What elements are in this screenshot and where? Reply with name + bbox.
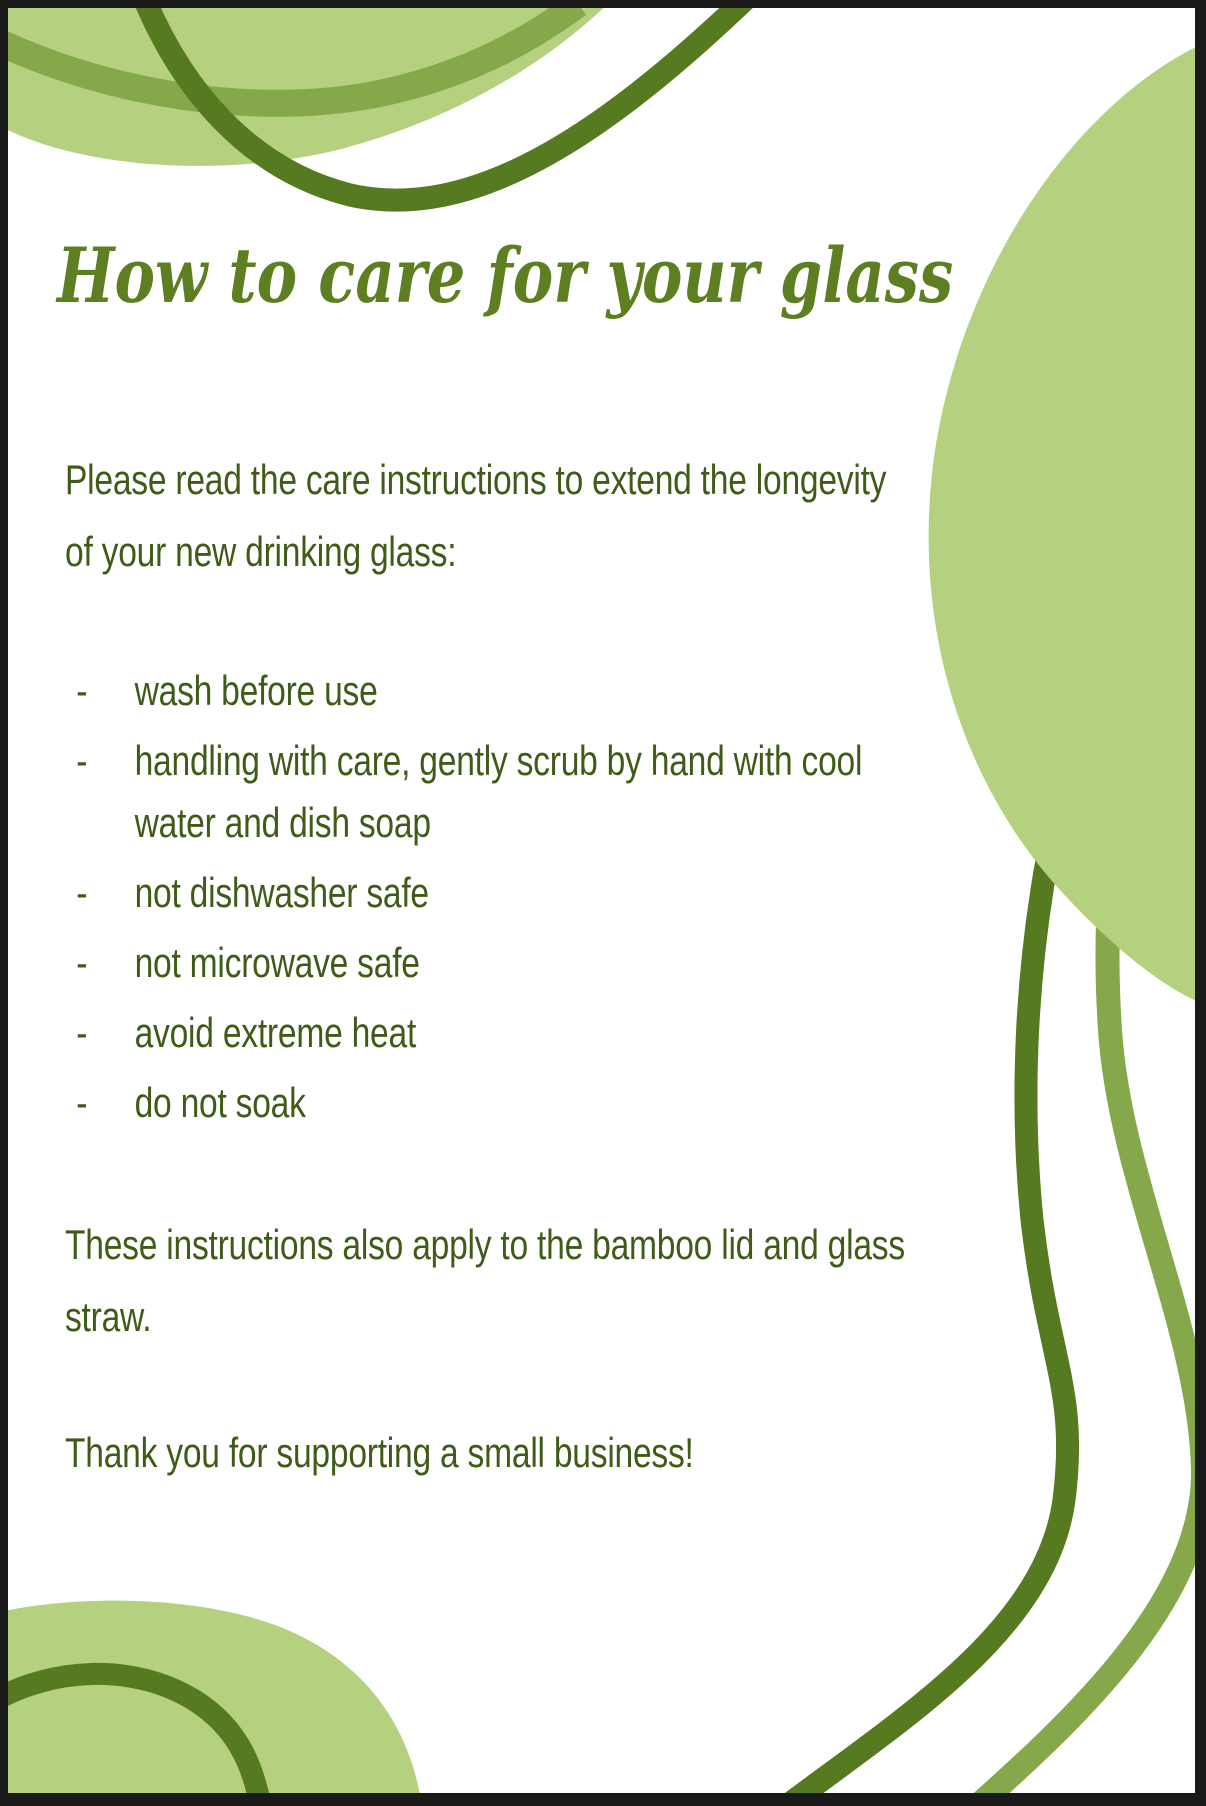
note-paragraph: These instructions also apply to the bamboo lid and glass straw. <box>65 1221 905 1340</box>
care-list-item <box>65 730 913 854</box>
care-list-item <box>65 862 913 924</box>
care-item-text: do not soak <box>134 1079 306 1126</box>
care-list-item <box>65 1002 913 1064</box>
dash-bullet: - <box>76 869 88 916</box>
right-blob <box>929 42 1206 1005</box>
page-title: How to care for your glass <box>57 231 954 320</box>
care-item-text: wash before use <box>134 667 378 714</box>
dash-bullet: - <box>76 1009 88 1056</box>
care-list-item <box>65 932 913 994</box>
dash-bullet: - <box>76 1079 88 1126</box>
dash-bullet: - <box>76 667 88 714</box>
care-item-text: handling with care, gently scrub by hand with cool water and dish soap <box>134 737 863 846</box>
care-item-text: avoid extreme heat <box>134 1009 417 1056</box>
dash-bullet: - <box>76 939 88 986</box>
intro-paragraph: Please read the care instructions to extend the longevity of your new drinking glass: <box>65 456 887 575</box>
care-list-item <box>65 1072 913 1134</box>
care-list-item <box>65 660 913 722</box>
care-list <box>65 660 913 1142</box>
care-item-text: not microwave safe <box>134 939 420 986</box>
care-item-text: not dishwasher safe <box>134 869 429 916</box>
thanks-paragraph: Thank you for supporting a small business! <box>65 1429 694 1476</box>
dash-bullet: - <box>76 737 88 784</box>
